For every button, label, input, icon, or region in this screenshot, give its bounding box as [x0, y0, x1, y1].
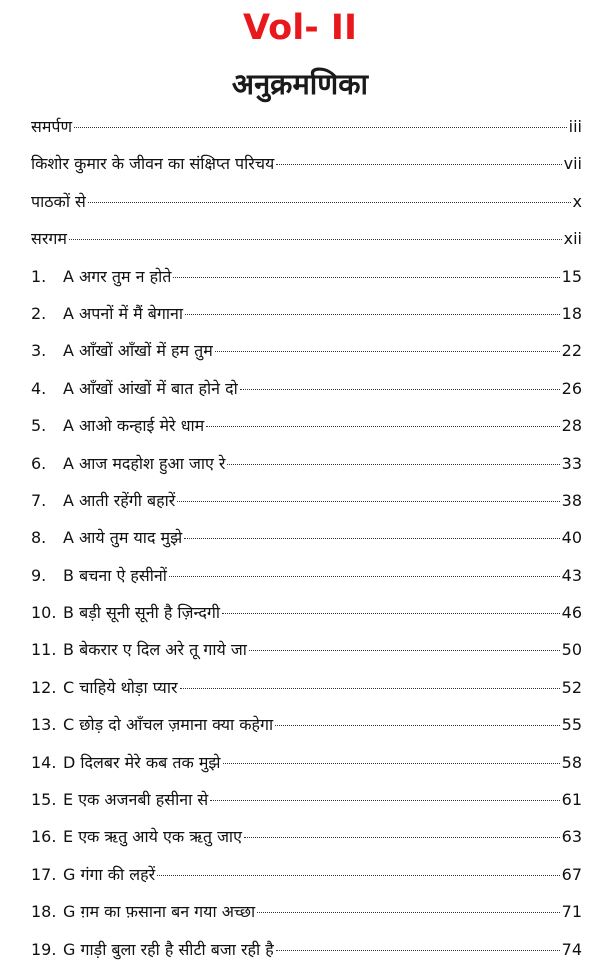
toc-entry-number: 14.	[31, 752, 57, 772]
toc-entry[interactable]	[31, 445, 582, 482]
toc-entry-number: 1.	[31, 266, 47, 286]
toc-dot-leader	[227, 464, 559, 465]
toc-entry-title: G ग़म का फ़साना बन गया अच्छा	[63, 902, 256, 922]
toc-entry-page: 33	[561, 453, 582, 473]
toc-entry-page: 74	[561, 939, 582, 959]
toc-entry-title: C छोड़ दो आँचल ज़माना क्या कहेगा	[63, 715, 274, 735]
toc-entry-number: 3.	[31, 341, 47, 361]
toc-dot-leader	[180, 688, 560, 689]
toc-entry-page: 43	[561, 565, 582, 585]
toc-entry-page: 67	[561, 864, 582, 884]
toc-entry-title: सरगम	[31, 229, 67, 249]
toc-entry-page: 28	[561, 416, 582, 436]
toc-dot-leader	[257, 912, 559, 913]
toc-entry[interactable]	[31, 744, 582, 781]
toc-entry-number: 9.	[31, 565, 47, 585]
toc-entry-title: A आँखों आंखों में बात होने दो	[63, 378, 238, 398]
toc-entry-page: 18	[561, 303, 582, 323]
toc-dot-leader	[206, 426, 559, 427]
toc-entry-title: A अपनों में मैं बेगाना	[63, 303, 184, 323]
toc-entry[interactable]	[31, 108, 582, 145]
toc-entry-number: 2.	[31, 303, 47, 323]
toc-entry-page: xii	[563, 229, 582, 249]
toc-entry-title: B बेकरार ए दिल अरे तू गाये जा	[63, 640, 247, 660]
toc-entry-page: 61	[561, 790, 582, 810]
toc-dot-leader	[157, 875, 560, 876]
toc-entry-number: 11.	[31, 640, 57, 660]
toc-entry-page: vii	[563, 154, 582, 174]
toc-entry[interactable]	[31, 295, 582, 332]
toc-entry-title: B बचना ऐ हसीनों	[63, 565, 167, 585]
toc-entry-number: 16.	[31, 827, 57, 847]
toc-entry-number: 8.	[31, 528, 47, 548]
toc-entry[interactable]	[31, 519, 582, 556]
toc-entry-page: 40	[561, 528, 582, 548]
toc-entry[interactable]	[31, 370, 582, 407]
toc-entry-page: 50	[561, 640, 582, 660]
toc-dot-leader	[169, 576, 560, 577]
toc-entry-title: A आँखों आँखों में हम तुम	[63, 341, 213, 361]
toc-entry-number: 6.	[31, 453, 47, 473]
toc-dot-leader	[88, 202, 571, 203]
toc-entry-title: पाठकों से	[31, 191, 86, 211]
toc-dot-leader	[244, 837, 560, 838]
toc-entry-number: 4.	[31, 378, 47, 398]
toc-list	[31, 108, 582, 968]
toc-entry-page: 22	[561, 341, 582, 361]
toc-entry-page: 26	[561, 378, 582, 398]
toc-dot-leader	[69, 239, 562, 240]
toc-entry-title: B बड़ी सूनी सूनी है ज़िन्दगी	[63, 603, 221, 623]
toc-dot-leader	[185, 314, 560, 315]
toc-entry[interactable]	[31, 631, 582, 668]
toc-entry[interactable]	[31, 931, 582, 968]
toc-dot-leader	[177, 501, 559, 502]
toc-dot-leader	[276, 950, 560, 951]
toc-entry[interactable]	[31, 220, 582, 257]
toc-entry-title: A आओ कन्हाई मेरे धाम	[63, 416, 205, 436]
toc-dot-leader	[184, 538, 559, 539]
toc-entry[interactable]	[31, 856, 582, 893]
toc-entry-number: 15.	[31, 790, 57, 810]
toc-entry-page: 71	[561, 902, 582, 922]
toc-dot-leader	[210, 800, 559, 801]
toc-entry-title: D दिलबर मेरे कब तक मुझे	[63, 752, 221, 772]
toc-entry-title: A अगर तुम न होते	[63, 266, 172, 286]
toc-entry[interactable]	[31, 594, 582, 631]
toc-entry-page: iii	[568, 117, 582, 136]
toc-dot-leader	[240, 389, 560, 390]
volume-title: Vol- II	[243, 8, 357, 48]
toc-entry-title: G गाड़ी बुला रही है सीटी बजा रही है	[63, 939, 274, 959]
toc-dot-leader	[275, 725, 560, 726]
toc-entry-title: E एक ऋतु आये एक ऋतु जाए	[63, 827, 242, 847]
toc-dot-leader	[74, 127, 567, 128]
toc-entry-title: A आये तुम याद मुझे	[63, 528, 183, 548]
toc-entry[interactable]	[31, 893, 582, 930]
toc-entry-number: 10.	[31, 603, 57, 623]
toc-entry-page: 15	[561, 266, 582, 286]
toc-entry-title: G गंगा की लहरें	[63, 864, 156, 884]
toc-entry[interactable]	[31, 669, 582, 706]
toc-entry-title: C चाहिये थोड़ा प्यार	[63, 677, 178, 697]
toc-entry[interactable]	[31, 407, 582, 444]
toc-entry-number: 13.	[31, 715, 57, 735]
toc-entry[interactable]	[31, 145, 582, 182]
toc-entry-page: 52	[561, 677, 582, 697]
toc-dot-leader	[249, 650, 560, 651]
toc-entry-page: 58	[561, 752, 582, 772]
toc-entry-page: 63	[561, 827, 582, 847]
toc-entry-title: किशोर कुमार के जीवन का संक्षिप्त परिचय	[31, 154, 275, 174]
toc-dot-leader	[215, 351, 560, 352]
toc-entry[interactable]	[31, 781, 582, 818]
toc-entry-title: E एक अजनबी हसीना से	[63, 790, 209, 810]
toc-dot-leader	[173, 277, 559, 278]
toc-entry-number: 5.	[31, 416, 47, 436]
toc-entry-page: 55	[561, 715, 582, 735]
toc-dot-leader	[223, 763, 560, 764]
toc-entry-number: 17.	[31, 864, 57, 884]
toc-entry-page: 46	[561, 603, 582, 623]
toc-entry-number: 12.	[31, 677, 57, 697]
toc-entry-title: A आज मदहोश हुआ जाए रे	[63, 453, 226, 473]
toc-entry-number: 7.	[31, 490, 47, 510]
toc-dot-leader	[222, 613, 560, 614]
toc-entry[interactable]	[31, 557, 582, 594]
toc-dot-leader	[276, 164, 561, 165]
toc-entry-number: 19.	[31, 939, 57, 959]
toc-entry-number: 18.	[31, 902, 57, 922]
toc-entry[interactable]	[31, 482, 582, 519]
toc-entry-page: x	[572, 191, 582, 211]
toc-entry[interactable]	[31, 706, 582, 743]
toc-entry-title: A आती रहेंगी बहारें	[63, 490, 176, 510]
toc-entry[interactable]	[31, 818, 582, 855]
toc-entry-page: 38	[561, 490, 582, 510]
toc-entry-title: समर्पण	[31, 117, 73, 136]
toc-entry[interactable]	[31, 183, 582, 220]
toc-entry[interactable]	[31, 332, 582, 369]
toc-heading: अनुक्रमणिका	[231, 67, 369, 101]
toc-entry[interactable]	[31, 258, 582, 295]
